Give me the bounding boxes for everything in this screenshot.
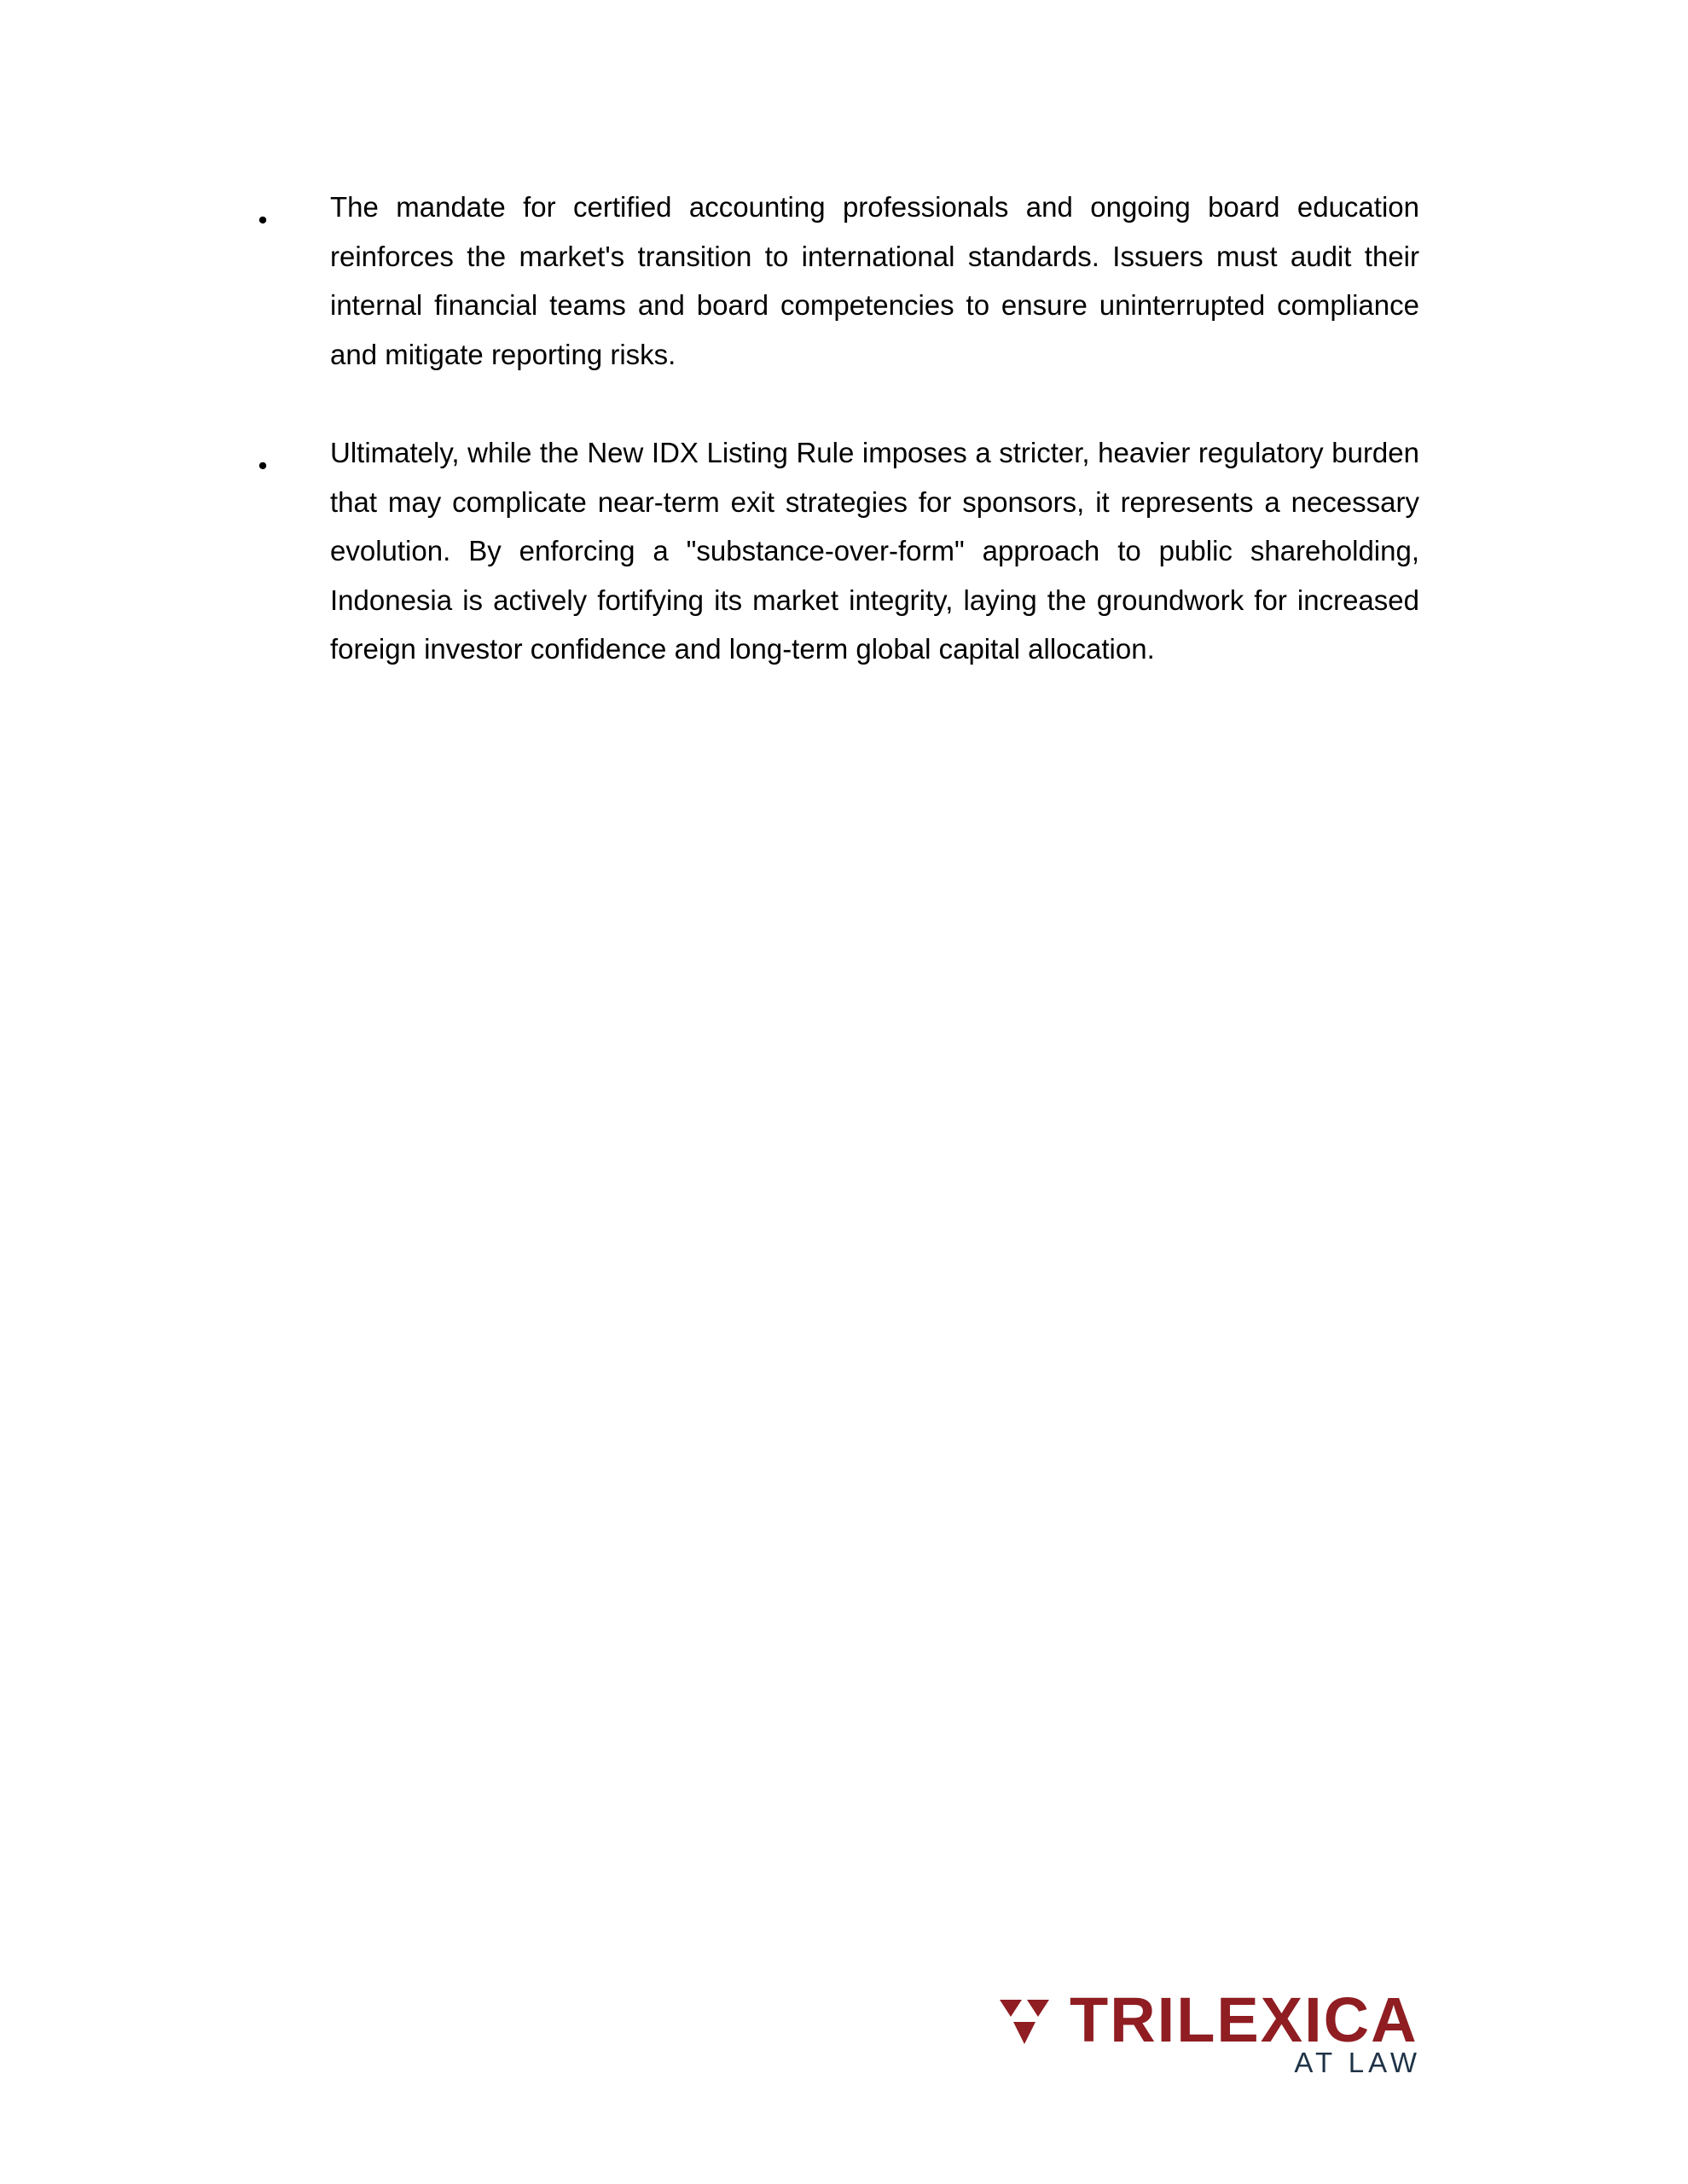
logo-subtitle: AT LAW xyxy=(1294,2047,1421,2078)
bullet-paragraph: The mandate for certified accounting professionals and ongoing board education reinforces the market's transition to international standards. Issuers must audit their internal financial teams and board competencies to ensure uninterrupted compliance and mitigate reporting risks. xyxy=(330,191,1419,370)
list-item xyxy=(254,428,1419,674)
bullet-marker: • xyxy=(258,450,268,480)
firm-logo xyxy=(1000,1984,1421,2078)
bullet-list xyxy=(254,183,1419,723)
bullet-marker: • xyxy=(258,205,268,235)
bullet-paragraph: Ultimately, while the New IDX Listing Rule imposes a stricter, heavier regulatory burden that may complicate near-term exit strategies for sponsors, it represents a necessary evolution. By enforcing a "substance-over-form" approach to public shareholding, Indonesia is actively fortifying its market integrity, laying the groundwork for increased foreign investor confidence and long-term global capital allocation. xyxy=(330,437,1419,665)
logo-wordmark: TRILEXICA xyxy=(1070,1984,1418,2055)
stacked-triangles-icon xyxy=(1000,2000,1049,2044)
list-item xyxy=(254,183,1419,379)
